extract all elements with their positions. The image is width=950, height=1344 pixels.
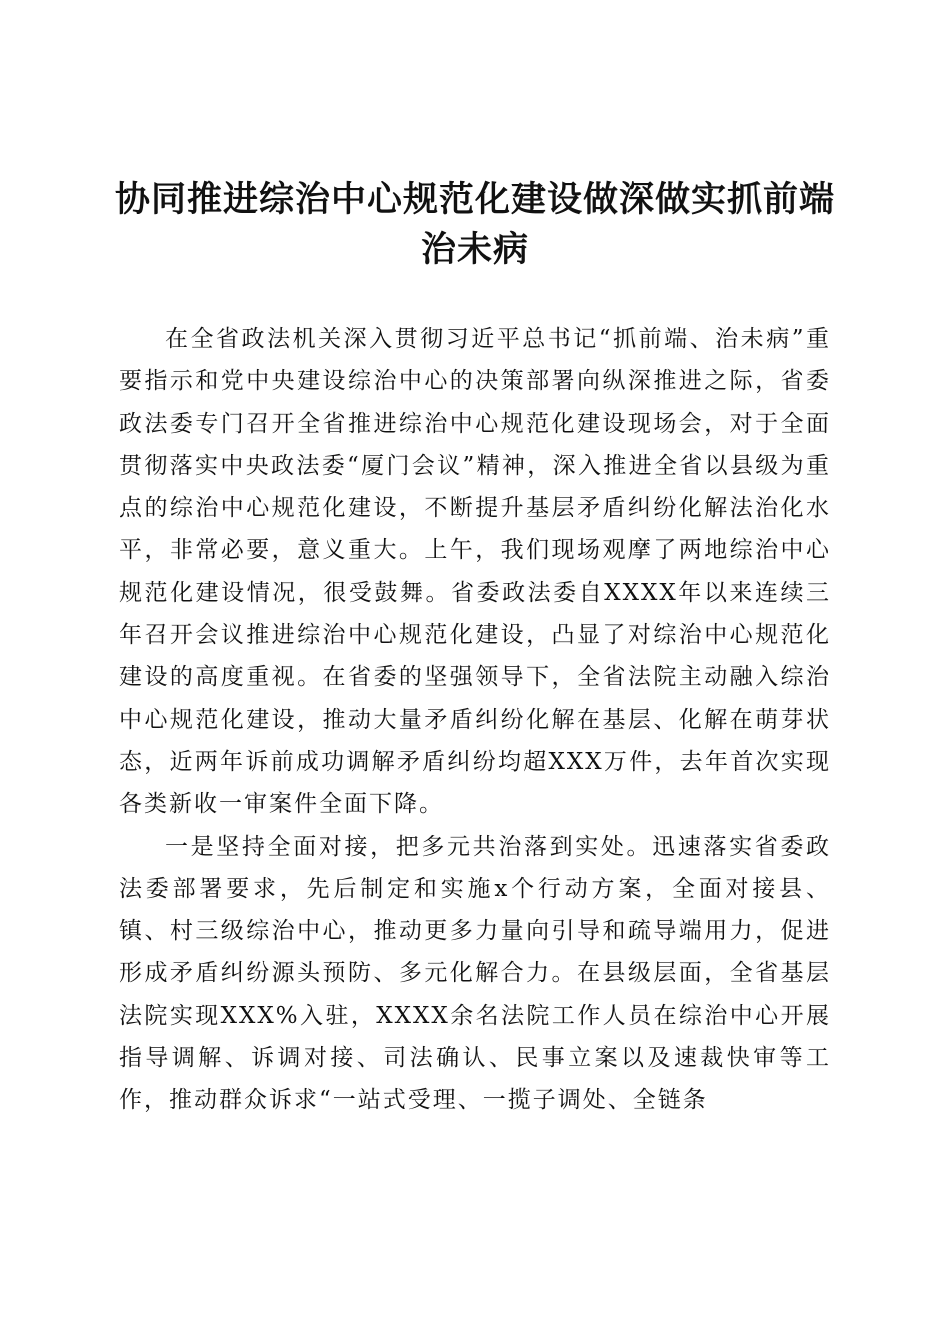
body-paragraph: 一是坚持全面对接，把多元共治落到实处。迅速落实省委政法委部署要求，先后制定和实施x个行动方案，全面对接县、镇、村三级综治中心，推动更多力量向引导和疏导端用力，促进形成矛盾纠纷源头预防、多元化解合力。在县级层面，全省基层法院实现XXX%入驻，XXXX余名法院工作人员在综治中心开展指导调解、诉调对接、司法确认、民事立案以及速裁快审等工作，推动群众诉求“一站式受理、一揽子调处、全链条: [119, 833, 831, 1114]
document-title: 协同推进综治中心规范化建设做深做实抓前端治未病: [114, 179, 835, 271]
document-body: [119, 318, 831, 1122]
body-paragraph: 在全省政法机关深入贯彻习近平总书记“抓前端、治未病”重要指示和党中央建设综治中心的决策部署向纵深推进之际，省委政法委专门召开全省推进综治中心规范化建设现场会，对于全面贯彻落实中央政法委“厦门会议”精神，深入推进全省以县级为重点的综治中心规范化建设，不断提升基层矛盾纠纷化解法治化水平，非常必要，意义重大。上午，我们现场观摩了两地综治中心规范化建设情况，很受鼓舞。省委政法委自XXXX年以来连续三年召开会议推进综治中心规范化建设，凸显了对综治中心规范化建设的高度重视。在省委的坚强领导下，全省法院主动融入综治中心规范化建设，推动大量矛盾纠纷化解在基层、化解在萌芽状态，近两年诉前成功调解矛盾纠纷均超XXX万件，去年首次实现各类新收一审案件全面下降。: [119, 326, 831, 818]
